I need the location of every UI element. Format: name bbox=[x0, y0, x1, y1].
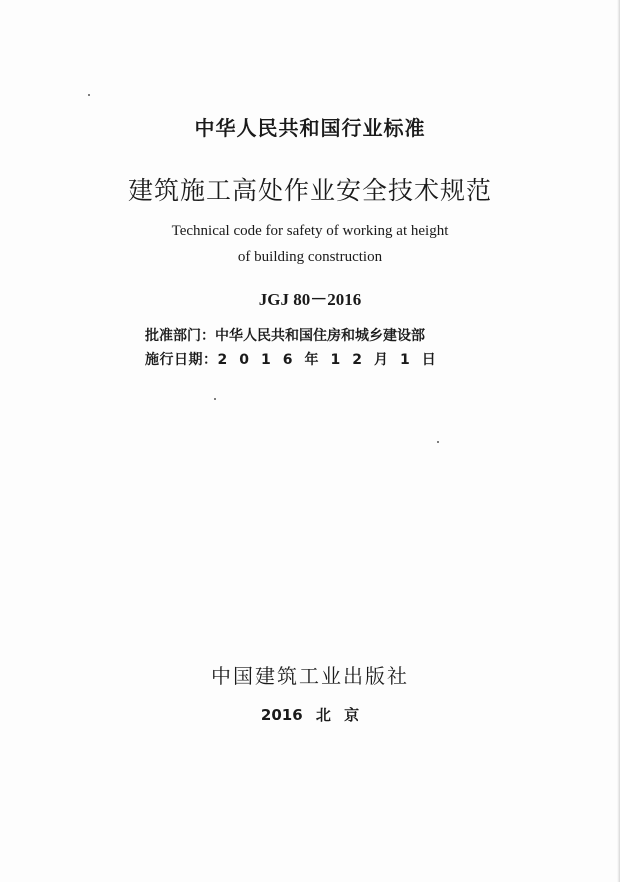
effective-date-value: 2016年12月1日 bbox=[217, 352, 448, 368]
document-title-en-line2: of building construction bbox=[237, 249, 383, 265]
publisher: 中国建筑工业出版社 bbox=[211, 664, 409, 688]
scan-speck bbox=[88, 94, 90, 96]
approval-value: 中华人民共和国住房和城乡建设部 bbox=[215, 328, 425, 344]
standard-category: 中华人民共和国行业标准 bbox=[194, 116, 426, 140]
approval-label: 批准部门： bbox=[145, 328, 215, 344]
standard-code: JGJ 80－2016 bbox=[258, 290, 362, 309]
scan-speck bbox=[437, 441, 439, 443]
scan-speck bbox=[214, 398, 216, 400]
document-title-cn: 建筑施工高处作业安全技术规范 bbox=[127, 176, 492, 205]
approval-authority bbox=[145, 325, 425, 345]
document-title-en-line1: Technical code for safety of working at height bbox=[171, 223, 449, 239]
effective-date-label: 施行日期： bbox=[145, 352, 218, 368]
effective-date bbox=[145, 349, 448, 369]
publication-place-year: 2016 北 京 bbox=[260, 706, 360, 724]
